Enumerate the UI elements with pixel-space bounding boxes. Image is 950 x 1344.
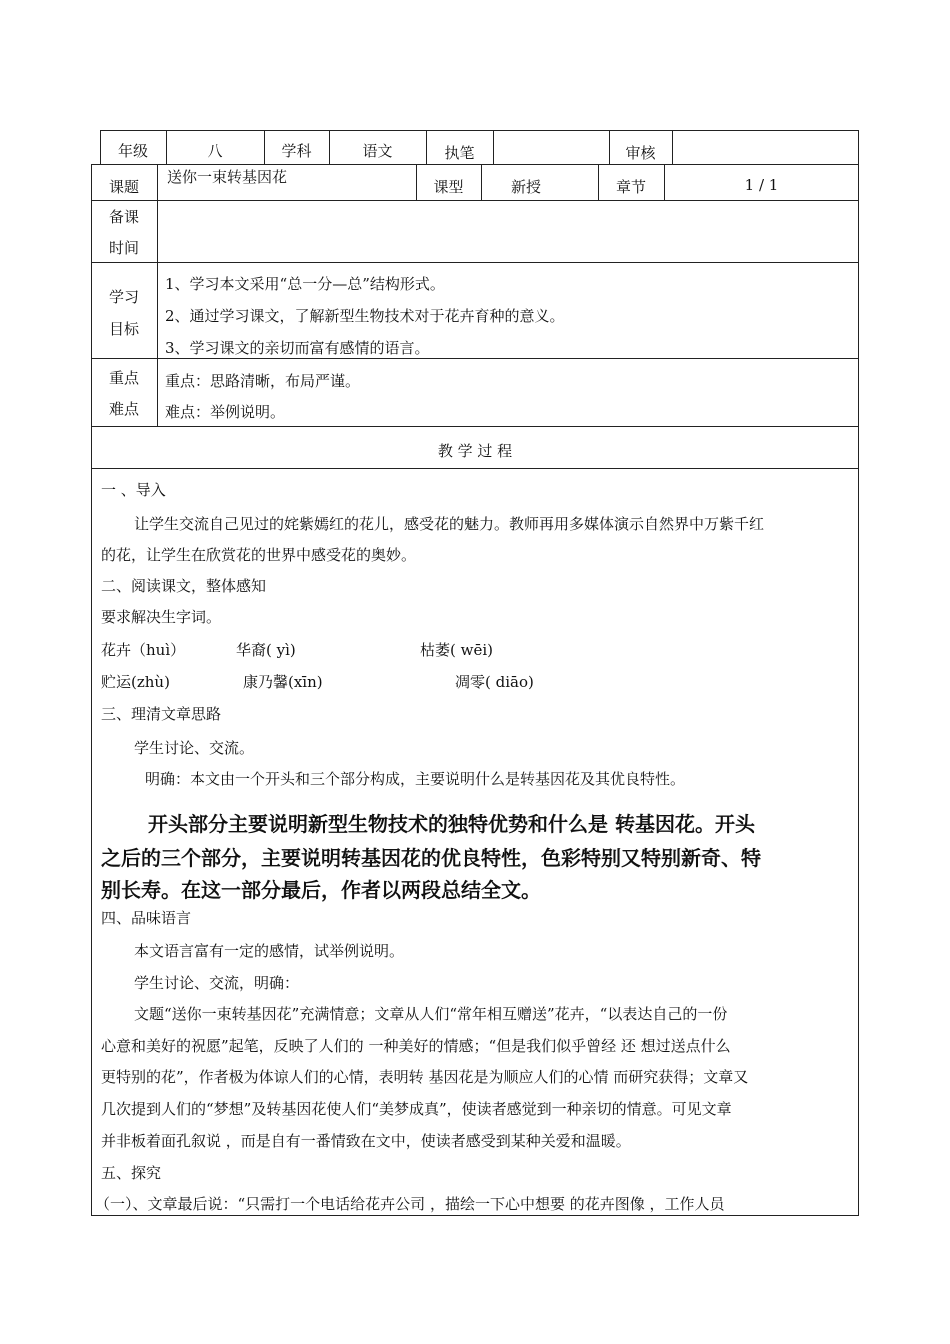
paragraph: 并非板着面孔叙说 ，而是自有一番情致在文中，使读者感受到某种关爱和温暖。 <box>101 1132 631 1150</box>
focus-label-2: 难点 <box>108 400 139 418</box>
bold-paragraph: 之后的三个部分，主要说明转基因花的优良特性，色彩特别又特别新奇、特 <box>101 846 761 870</box>
paragraph: 几次提到人们的“梦想”及转基因花使人们“美梦成真”，使读者感觉到一种亲切的情意。可见文章 <box>101 1100 732 1118</box>
goals-label-1: 学习 <box>108 288 139 306</box>
type-value: 新授 <box>510 178 541 196</box>
word-item: 华裔( yì) <box>236 641 296 659</box>
prep-time-label-1: 备课 <box>108 208 139 226</box>
bold-paragraph: 开头部分主要说明新型生物技术的独特优势和什么是 转基因花。开头 <box>148 812 755 836</box>
word-item: 枯萎( wēi) <box>420 641 493 659</box>
bold-paragraph: 别长寿。在这一部分最后，作者以两段总结全文。 <box>101 878 541 902</box>
review-label: 审核 <box>625 144 656 162</box>
paragraph: 心意和美好的祝愿”起笔，反映了人们的 一种美好的情感；“但是我们似乎曾经 还 想过送点什么 <box>101 1037 731 1055</box>
goal-item: 2、通过学习课文，了解新型生物技术对于花卉育种的意义。 <box>165 307 565 325</box>
section-title: 三、理清文章思路 <box>101 705 222 723</box>
type-label: 课型 <box>433 178 464 196</box>
word-item: 康乃馨(xīn) <box>243 673 323 691</box>
paragraph: 的花，让学生在欣赏花的世界中感受花的奥妙。 <box>101 546 417 564</box>
paragraph: 文题“送你一束转基因花”充满情意；文章从人们“常年相互赠送”花卉，“以表达自己的一份 <box>134 1005 728 1023</box>
difficulty: 难点：举例说明。 <box>165 403 286 421</box>
word-item: 凋零( diāo) <box>455 673 534 691</box>
grade-label: 年级 <box>117 142 148 160</box>
topic-label: 课题 <box>108 178 139 196</box>
section-title: 五、探究 <box>101 1164 162 1182</box>
chapter-value: 1 / 1 <box>744 176 779 194</box>
chapter-label: 章节 <box>615 178 646 196</box>
prep-time-label-2: 时间 <box>108 239 139 257</box>
subject-value: 语文 <box>362 142 393 160</box>
subject-label: 学科 <box>281 142 312 160</box>
paragraph: 明确：本文由一个开头和三个部分构成，主要说明什么是转基因花及其优良特性。 <box>145 770 686 788</box>
grade-value: 八 <box>207 142 223 160</box>
goal-item: 1、学习本文采用“总一分—总”结构形式。 <box>165 275 445 293</box>
word-item: 贮运(zhù) <box>101 673 170 691</box>
key-point: 重点：思路清晰，布局严谨。 <box>165 372 361 390</box>
paragraph: 本文语言富有一定的感情，试举例说明。 <box>134 942 405 960</box>
goal-item: 3、学习课文的亲切而富有感情的语言。 <box>165 339 430 357</box>
paragraph: 学生讨论、交流。 <box>134 739 255 757</box>
paragraph: 让学生交流自己见过的姹紫嫣红的花儿，感受花的魅力。教师再用多媒体演示自然界中万紫千红 <box>134 515 765 533</box>
paragraph: 更特别的花”，作者极为体谅人们的心情，表明转 基因花是为顺应人们的心情 而研究获得；文章又 <box>101 1068 749 1086</box>
topic-value: 送你一束转基因花 <box>167 168 288 186</box>
paragraph: （一）、文章最后说：“只需打一个电话给花卉公司 ，描绘一下心中想要 的花卉图像 ，工作人员 <box>95 1195 725 1213</box>
section-title: 二、阅读课文，整体感知 <box>101 577 267 595</box>
paragraph: 学生讨论、交流，明确： <box>134 974 300 992</box>
section-title: 一 、导入 <box>101 481 166 499</box>
section-title: 四、品味语言 <box>101 909 192 927</box>
paragraph: 要求解决生字词。 <box>101 608 222 626</box>
word-item: 花卉（huì） <box>101 641 186 659</box>
focus-label-1: 重点 <box>108 369 139 387</box>
goals-label-2: 目标 <box>108 320 139 338</box>
process-title: 教 学 过 程 <box>437 442 513 460</box>
author-label: 执笔 <box>444 144 475 162</box>
